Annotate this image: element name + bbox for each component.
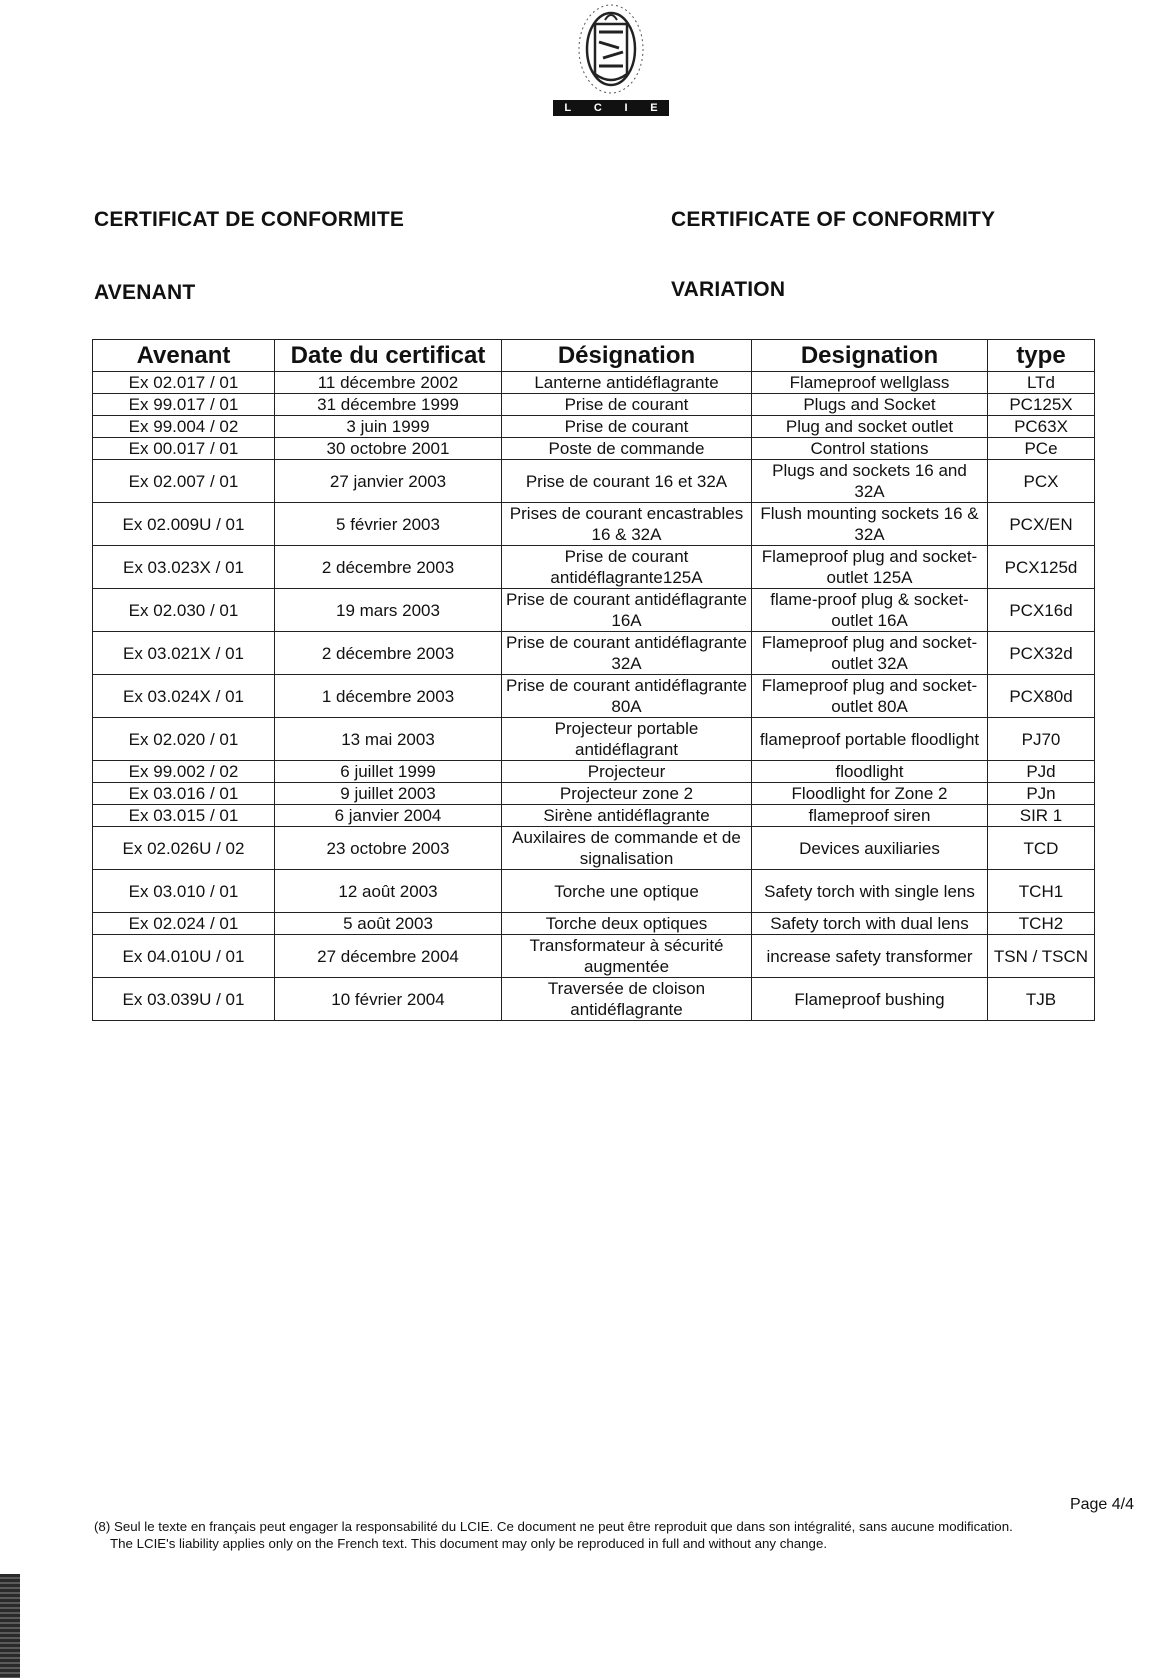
cell-designation-fr: Prise de courant antidéflagrante 16A xyxy=(502,589,752,632)
cell-date: 19 mars 2003 xyxy=(275,589,502,632)
cell-date: 31 décembre 1999 xyxy=(275,394,502,416)
cell-designation-en: Floodlight for Zone 2 xyxy=(752,783,988,805)
cell-avenant: Ex 03.039U / 01 xyxy=(93,978,275,1021)
cell-designation-en: flameproof siren xyxy=(752,805,988,827)
column-header-avenant: Avenant xyxy=(93,340,275,372)
logo-letter: L xyxy=(564,102,572,114)
cell-designation-fr: Prises de courant encastrables 16 & 32A xyxy=(502,503,752,546)
cell-designation-fr: Prise de courant xyxy=(502,416,752,438)
cell-designation-fr: Torche une optique xyxy=(502,870,752,913)
lcie-emblem-icon xyxy=(575,2,647,96)
table-row xyxy=(93,827,1095,870)
column-header-designation-en: Designation xyxy=(752,340,988,372)
cell-designation-en: Flameproof plug and socket-outlet 125A xyxy=(752,546,988,589)
cell-date: 1 décembre 2003 xyxy=(275,675,502,718)
cell-designation-en: Control stations xyxy=(752,438,988,460)
cell-designation-fr: Prise de courant antidéflagrante 32A xyxy=(502,632,752,675)
cell-type: TCD xyxy=(988,827,1095,870)
table-row xyxy=(93,675,1095,718)
lcie-logo xyxy=(553,2,669,114)
cell-type: PCX125d xyxy=(988,546,1095,589)
cell-type: PC125X xyxy=(988,394,1095,416)
cell-date: 2 décembre 2003 xyxy=(275,546,502,589)
cell-type: LTd xyxy=(988,372,1095,394)
cell-date: 5 février 2003 xyxy=(275,503,502,546)
table-row xyxy=(93,546,1095,589)
cell-date: 27 décembre 2004 xyxy=(275,935,502,978)
cell-avenant: Ex 03.024X / 01 xyxy=(93,675,275,718)
cell-designation-fr: Prise de courant antidéflagrante125A xyxy=(502,546,752,589)
cell-type: PC63X xyxy=(988,416,1095,438)
cell-avenant: Ex 02.024 / 01 xyxy=(93,913,275,935)
footnote-en: The LCIE's liability applies only on the French text. This document may only be reproduced in full and without any change. xyxy=(110,1536,828,1551)
cell-designation-fr: Prise de courant antidéflagrante 80A xyxy=(502,675,752,718)
cell-type: PCX80d xyxy=(988,675,1095,718)
cell-designation-en: flame-proof plug & socket-outlet 16A xyxy=(752,589,988,632)
cell-type: PCX32d xyxy=(988,632,1095,675)
cell-designation-fr: Projecteur zone 2 xyxy=(502,783,752,805)
cell-designation-fr: Sirène antidéflagrante xyxy=(502,805,752,827)
page-number: Page 4/4 xyxy=(1069,1496,1134,1513)
cell-date: 2 décembre 2003 xyxy=(275,632,502,675)
table-row xyxy=(93,718,1095,761)
cell-type: PJ70 xyxy=(988,718,1095,761)
variation-table xyxy=(92,339,1095,1021)
cell-designation-en: Plug and socket outlet xyxy=(752,416,988,438)
cell-avenant: Ex 99.004 / 02 xyxy=(93,416,275,438)
cell-designation-en: increase safety transformer xyxy=(752,935,988,978)
cell-date: 9 juillet 2003 xyxy=(275,783,502,805)
cell-designation-fr: Torche deux optiques xyxy=(502,913,752,935)
cell-avenant: Ex 03.016 / 01 xyxy=(93,783,275,805)
cell-designation-fr: Projecteur portable antidéflagrant xyxy=(502,718,752,761)
table-row xyxy=(93,589,1095,632)
footnote xyxy=(94,1518,1134,1552)
cell-designation-fr: Traversée de cloison antidéflagrante xyxy=(502,978,752,1021)
table-row xyxy=(93,438,1095,460)
footnote-fr: (8) Seul le texte en français peut engager la responsabilité du LCIE. Ce document ne peut être reproduit que dans son intégralité, sans aucune modification. xyxy=(94,1519,1013,1534)
cell-designation-en: floodlight xyxy=(752,761,988,783)
cell-avenant: Ex 99.002 / 02 xyxy=(93,761,275,783)
cell-type: PJn xyxy=(988,783,1095,805)
table-row xyxy=(93,978,1095,1021)
cell-type: SIR 1 xyxy=(988,805,1095,827)
cell-date: 10 février 2004 xyxy=(275,978,502,1021)
cell-type: TJB xyxy=(988,978,1095,1021)
table-row xyxy=(93,460,1095,503)
scan-edge-mark xyxy=(0,1574,20,1678)
logo-letter: E xyxy=(650,102,658,114)
cell-avenant: Ex 03.015 / 01 xyxy=(93,805,275,827)
table-row xyxy=(93,372,1095,394)
cell-designation-fr: Auxilaires de commande et de signalisation xyxy=(502,827,752,870)
cell-avenant: Ex 02.030 / 01 xyxy=(93,589,275,632)
cell-designation-fr: Prise de courant 16 et 32A xyxy=(502,460,752,503)
cell-date: 3 juin 1999 xyxy=(275,416,502,438)
cell-type: PCe xyxy=(988,438,1095,460)
table-row xyxy=(93,935,1095,978)
lcie-letters-bar xyxy=(553,100,669,116)
cell-avenant: Ex 03.010 / 01 xyxy=(93,870,275,913)
cell-date: 27 janvier 2003 xyxy=(275,460,502,503)
table-row xyxy=(93,416,1095,438)
title-en: CERTIFICATE OF CONFORMITY xyxy=(671,208,996,231)
cell-avenant: Ex 99.017 / 01 xyxy=(93,394,275,416)
cell-avenant: Ex 03.021X / 01 xyxy=(93,632,275,675)
logo-letter: C xyxy=(593,102,602,114)
cell-type: PCX16d xyxy=(988,589,1095,632)
cell-date: 13 mai 2003 xyxy=(275,718,502,761)
cell-designation-en: Flameproof wellglass xyxy=(752,372,988,394)
cell-designation-fr: Poste de commande xyxy=(502,438,752,460)
cell-date: 11 décembre 2002 xyxy=(275,372,502,394)
column-header-date: Date du certificat xyxy=(275,340,502,372)
cell-date: 23 octobre 2003 xyxy=(275,827,502,870)
subtitle-fr: AVENANT xyxy=(94,281,196,304)
cell-avenant: Ex 02.009U / 01 xyxy=(93,503,275,546)
column-header-type: type xyxy=(988,340,1095,372)
cell-avenant: Ex 02.026U / 02 xyxy=(93,827,275,870)
cell-date: 6 janvier 2004 xyxy=(275,805,502,827)
table-row xyxy=(93,805,1095,827)
cell-type: TCH2 xyxy=(988,913,1095,935)
table-row xyxy=(93,394,1095,416)
cell-avenant: Ex 00.017 / 01 xyxy=(93,438,275,460)
cell-date: 30 octobre 2001 xyxy=(275,438,502,460)
cell-avenant: Ex 03.023X / 01 xyxy=(93,546,275,589)
cell-designation-en: Devices auxiliaries xyxy=(752,827,988,870)
cell-type: TCH1 xyxy=(988,870,1095,913)
cell-designation-en: Flameproof plug and socket-outlet 80A xyxy=(752,675,988,718)
cell-avenant: Ex 02.007 / 01 xyxy=(93,460,275,503)
cell-designation-en: Flush mounting sockets 16 & 32A xyxy=(752,503,988,546)
subtitle-en: VARIATION xyxy=(671,278,786,301)
cell-designation-fr: Lanterne antidéflagrante xyxy=(502,372,752,394)
cell-designation-fr: Prise de courant xyxy=(502,394,752,416)
cell-designation-en: Safety torch with single lens xyxy=(752,870,988,913)
cell-avenant: Ex 02.020 / 01 xyxy=(93,718,275,761)
cell-date: 12 août 2003 xyxy=(275,870,502,913)
table-row xyxy=(93,913,1095,935)
table-row xyxy=(93,503,1095,546)
cell-designation-fr: Transformateur à sécurité augmentée xyxy=(502,935,752,978)
table-row xyxy=(93,783,1095,805)
cell-type: PCX xyxy=(988,460,1095,503)
cell-type: TSN / TSCN xyxy=(988,935,1095,978)
table-row xyxy=(93,870,1095,913)
logo-letter: I xyxy=(624,102,628,114)
column-header-designation-fr: Désignation xyxy=(502,340,752,372)
cell-designation-en: Plugs and sockets 16 and 32A xyxy=(752,460,988,503)
cell-avenant: Ex 02.017 / 01 xyxy=(93,372,275,394)
table-row xyxy=(93,632,1095,675)
cell-designation-en: Flameproof plug and socket-outlet 32A xyxy=(752,632,988,675)
cell-avenant: Ex 04.010U / 01 xyxy=(93,935,275,978)
cell-designation-en: flameproof portable floodlight xyxy=(752,718,988,761)
cell-type: PJd xyxy=(988,761,1095,783)
cell-designation-fr: Projecteur xyxy=(502,761,752,783)
title-fr: CERTIFICAT DE CONFORMITE xyxy=(94,208,405,231)
cell-designation-en: Flameproof bushing xyxy=(752,978,988,1021)
table-row xyxy=(93,761,1095,783)
cell-designation-en: Plugs and Socket xyxy=(752,394,988,416)
cell-designation-en: Safety torch with dual lens xyxy=(752,913,988,935)
cell-date: 5 août 2003 xyxy=(275,913,502,935)
table-header-row xyxy=(93,340,1095,372)
cell-type: PCX/EN xyxy=(988,503,1095,546)
cell-date: 6 juillet 1999 xyxy=(275,761,502,783)
